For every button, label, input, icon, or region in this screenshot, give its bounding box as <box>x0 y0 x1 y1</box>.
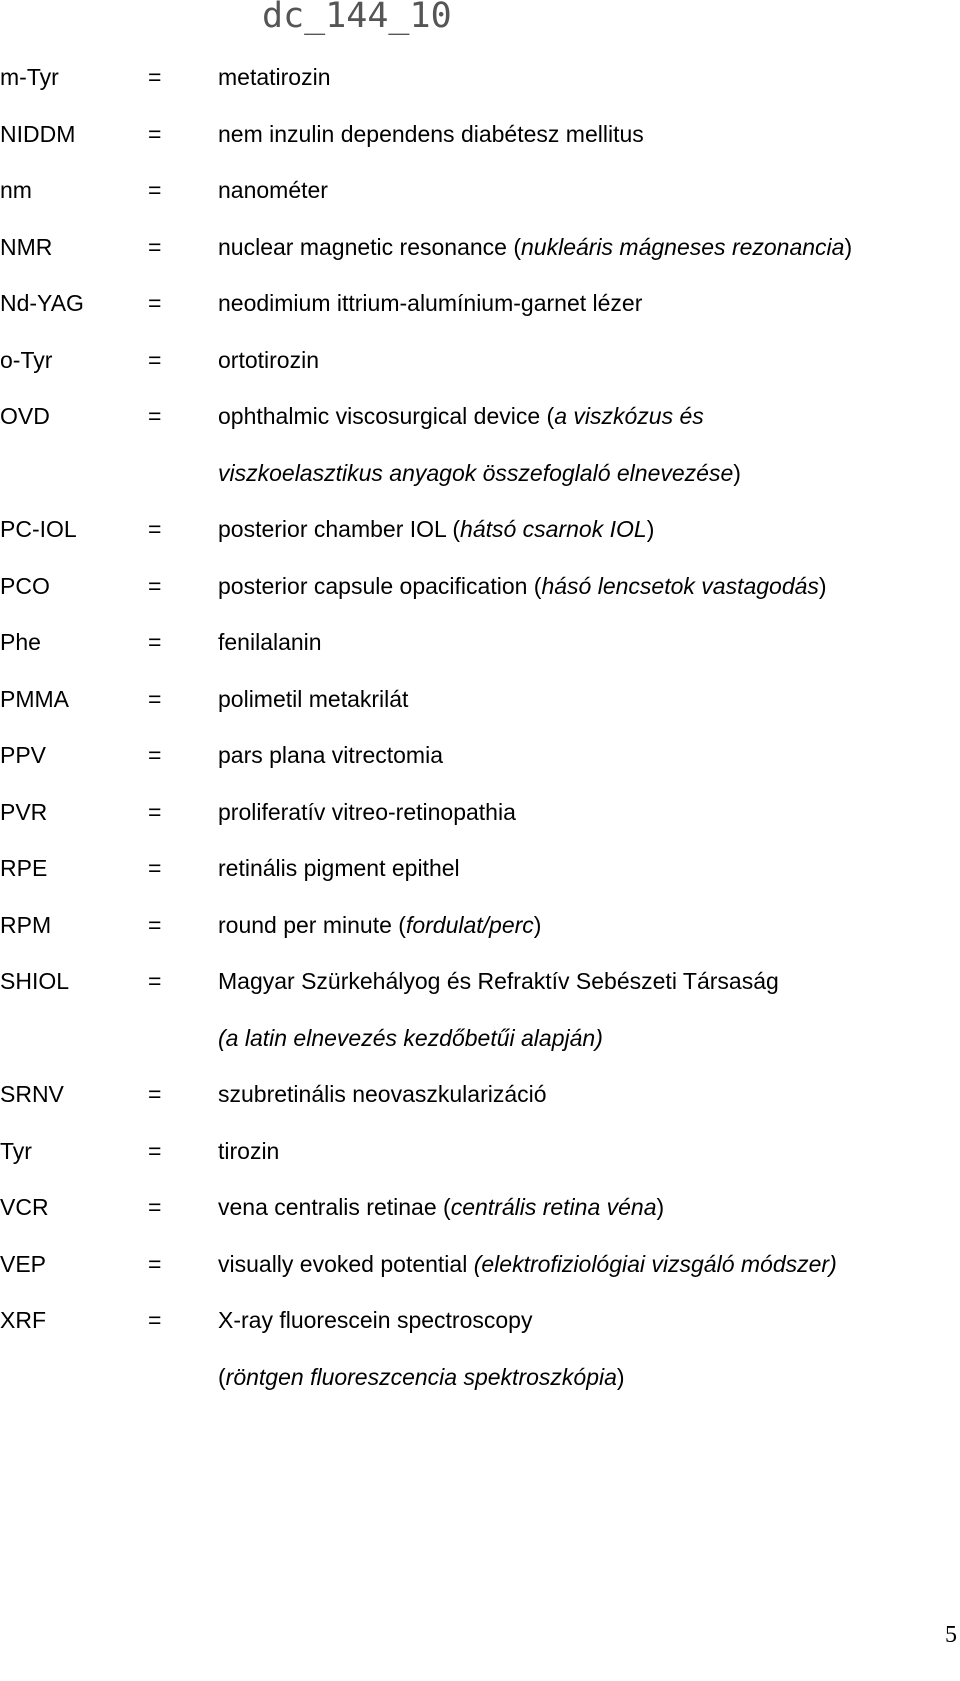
definition <box>218 401 960 431</box>
equals-sign: = <box>148 403 162 429</box>
definition-text: ophthalmic viscosurgical device ( <box>218 403 555 429</box>
abbreviation: NIDDM <box>0 120 76 147</box>
definition-text: metatirozin <box>218 64 331 90</box>
list-item <box>0 797 960 854</box>
abbreviation: m-Tyr <box>0 64 59 90</box>
equals-sign: = <box>148 742 162 768</box>
definition <box>218 175 960 205</box>
definition-text: polimetil metakrilát <box>218 685 409 712</box>
definition-italic: viszkoelasztikus anyagok összefoglaló elnevezése <box>218 459 734 486</box>
equals-sign: = <box>148 911 162 938</box>
definition <box>218 1023 960 1053</box>
list-item <box>0 627 960 684</box>
abbreviation: nm <box>0 177 32 203</box>
abbreviation: RPM <box>0 911 52 938</box>
definition-italic: fordulat/perc <box>405 911 534 938</box>
abbreviation: PMMA <box>0 685 69 712</box>
definition <box>218 288 960 318</box>
definition-text: pars plana vitrectomia <box>218 742 443 768</box>
list-item <box>0 345 960 402</box>
definition <box>218 232 960 262</box>
definition <box>218 119 960 149</box>
definition-close: ) <box>818 572 827 599</box>
abbreviation: VCR <box>0 1194 49 1220</box>
definition-text: nuclear magnetic resonance ( <box>218 233 521 260</box>
list-item <box>0 853 960 910</box>
abbreviation: OVD <box>0 403 50 429</box>
list-item <box>0 1136 960 1193</box>
equals-sign: = <box>148 855 162 881</box>
definition-italic: nukleáris mágneses rezonancia <box>521 233 845 260</box>
definition <box>218 797 960 827</box>
equals-sign: = <box>148 290 162 316</box>
list-item-continuation <box>0 1362 960 1419</box>
definition-close: ) <box>844 233 853 260</box>
definition <box>218 1136 960 1166</box>
list-item <box>0 401 960 458</box>
abbreviation: PC-IOL <box>0 516 77 542</box>
abbreviation: SHIOL <box>0 968 70 994</box>
list-item-continuation <box>0 458 960 515</box>
document-id: dc_144_10 <box>262 0 452 36</box>
list-item <box>0 232 960 289</box>
list-item <box>0 571 960 628</box>
definition <box>218 740 960 770</box>
definition <box>218 853 960 883</box>
list-item <box>0 62 960 119</box>
page-number: 5 <box>945 1622 957 1648</box>
abbreviation: Phe <box>0 629 41 655</box>
definition-close: ) <box>533 911 542 938</box>
list-item <box>0 1192 960 1249</box>
definition-text: proliferatív vitreo-retinopathia <box>218 798 516 825</box>
equals-sign: = <box>148 233 162 260</box>
abbreviation: Nd-YAG <box>0 290 84 316</box>
list-item <box>0 684 960 741</box>
abbreviation-list <box>0 62 960 1418</box>
definition-text: retinális pigment epithel <box>218 855 460 881</box>
abbreviation: PVR <box>0 798 48 825</box>
definition-text: visually evoked potential <box>218 1250 474 1277</box>
abbreviation: PCO <box>0 572 50 599</box>
definition-italic: centrális retina véna <box>450 1194 657 1220</box>
abbreviation: VEP <box>0 1250 47 1277</box>
definition <box>218 966 960 996</box>
equals-sign: = <box>148 346 162 373</box>
equals-sign: = <box>148 1194 162 1220</box>
definition <box>218 1305 960 1335</box>
abbreviation: XRF <box>0 1307 46 1333</box>
definition-text: nanométer <box>218 177 328 203</box>
list-item <box>0 119 960 176</box>
definition-italic: röntgen fluoreszcencia spektroszkópia <box>225 1363 617 1390</box>
equals-sign: = <box>148 177 162 203</box>
definition-close: ) <box>616 1363 625 1390</box>
definition-close: ) <box>646 516 655 542</box>
definition-close: ) <box>733 459 741 486</box>
definition <box>218 458 960 488</box>
definition <box>218 571 960 601</box>
equals-sign: = <box>148 1307 162 1333</box>
abbreviation: o-Tyr <box>0 346 53 373</box>
abbreviation: SRNV <box>0 1081 64 1107</box>
list-item <box>0 288 960 345</box>
definition-text: szubretinális neovaszkularizáció <box>218 1081 547 1107</box>
definition-close: ) <box>656 1194 665 1220</box>
equals-sign: = <box>148 1137 162 1164</box>
equals-sign: = <box>148 1250 162 1277</box>
list-item <box>0 514 960 571</box>
definition <box>218 910 960 940</box>
equals-sign: = <box>148 629 162 655</box>
definition-text: neodimium ittrium-alumínium-garnet lézer <box>218 290 643 316</box>
definition-text: X-ray fluorescein spectroscopy <box>218 1307 533 1333</box>
equals-sign: = <box>148 120 162 147</box>
definition-text: ( <box>218 1363 226 1390</box>
definition-text: Magyar Szürkehályog és Refraktív Sebészeti Társaság <box>218 968 779 994</box>
equals-sign: = <box>148 968 162 994</box>
definition <box>218 62 960 92</box>
list-item <box>0 1305 960 1362</box>
list-item <box>0 910 960 967</box>
definition <box>218 1249 960 1279</box>
definition <box>218 514 960 544</box>
definition <box>218 1192 960 1222</box>
definition <box>218 1362 960 1392</box>
definition-text: vena centralis retinae ( <box>218 1194 451 1220</box>
list-item <box>0 966 960 1023</box>
equals-sign: = <box>148 516 162 542</box>
definition-text: posterior chamber IOL ( <box>218 516 461 542</box>
list-item <box>0 1079 960 1136</box>
abbreviation: PPV <box>0 742 47 768</box>
equals-sign: = <box>148 1081 162 1107</box>
definition-italic: (elektrofiziológiai vizsgáló módszer) <box>473 1250 837 1277</box>
definition-italic: (a latin elnevezés kezdőbetűi alapján) <box>218 1024 603 1051</box>
list-item <box>0 740 960 797</box>
abbreviation: NMR <box>0 233 53 260</box>
definition-text: nem inzulin dependens diabétesz mellitus <box>218 120 644 147</box>
list-item <box>0 1249 960 1306</box>
definition <box>218 345 960 375</box>
equals-sign: = <box>148 64 162 90</box>
abbreviation: Tyr <box>0 1137 32 1164</box>
definition <box>218 1079 960 1109</box>
abbreviation: RPE <box>0 855 48 881</box>
definition-italic: hátsó csarnok IOL <box>460 516 647 542</box>
definition-text: ortotirozin <box>218 346 319 373</box>
equals-sign: = <box>148 685 162 712</box>
list-item <box>0 175 960 232</box>
definition <box>218 684 960 714</box>
definition-text: posterior capsule opacification ( <box>218 572 542 599</box>
definition-text: round per minute ( <box>218 911 406 938</box>
equals-sign: = <box>148 572 162 599</box>
definition-text: tirozin <box>218 1137 280 1164</box>
equals-sign: = <box>148 798 162 825</box>
definition-text: fenilalanin <box>218 629 322 655</box>
list-item-continuation <box>0 1023 960 1080</box>
definition-italic: hásó lencsetok vastagodás <box>541 572 819 599</box>
definition <box>218 627 960 657</box>
definition-italic: a viszkózus és <box>554 403 704 429</box>
